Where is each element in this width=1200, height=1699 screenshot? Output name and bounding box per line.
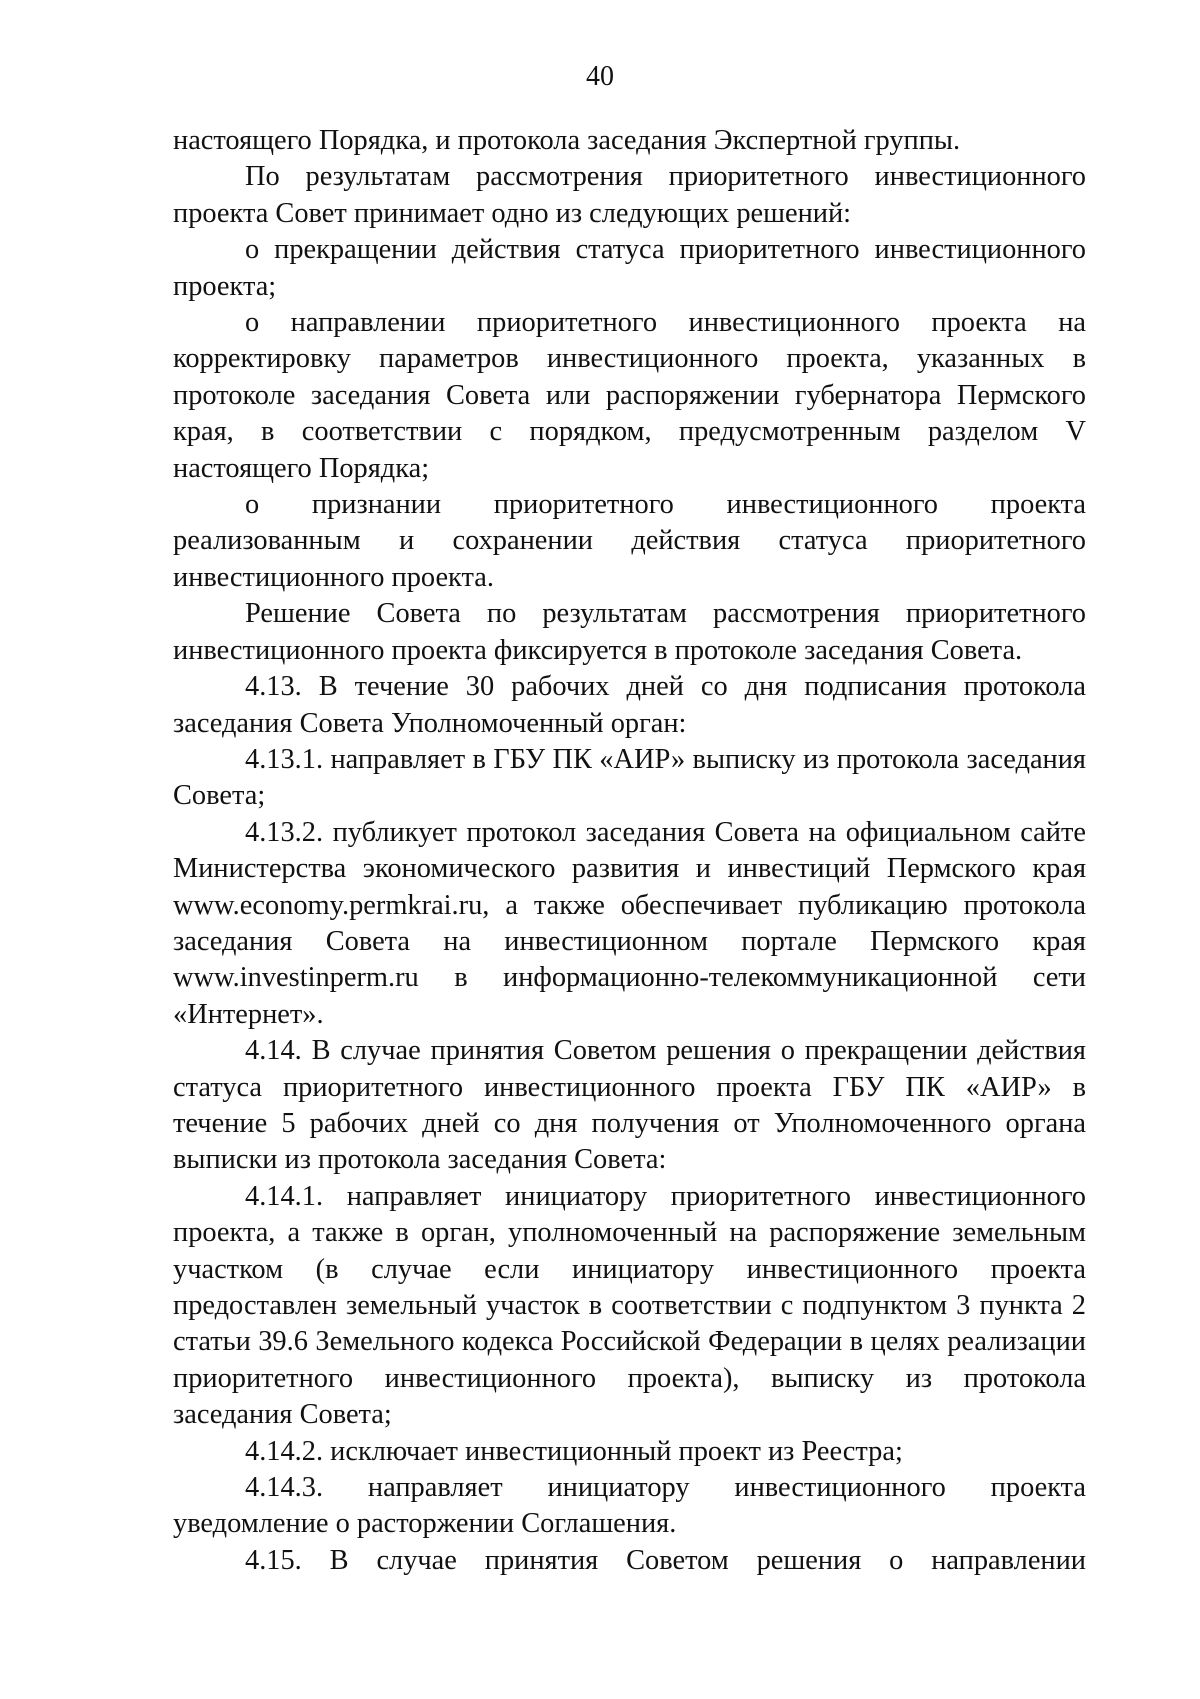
paragraph: Решение Совета по результатам рассмотрения приоритетного инвестиционного проекта фиксируется в протоколе заседания Совета.: [173, 598, 1086, 666]
paragraph: 4.14.3. направляет инициатору инвестиционного проекта уведомление о расторжении Соглашения.: [173, 1472, 1086, 1540]
paragraph: о прекращении действия статуса приоритетного инвестиционного проекта;: [173, 234, 1086, 302]
page-number: 40: [586, 61, 614, 92]
paragraph: о направлении приоритетного инвестиционного проекта на корректировку параметров инвестиционного проекта, указанных в протоколе заседания Совета или распоряжении губернатора Пермского края, в соответствии с порядком, предусмотренным разделом V настоящего Порядка;: [173, 307, 1086, 484]
paragraph: По результатам рассмотрения приоритетного инвестиционного проекта Совет принимает одно из следующих решений:: [173, 161, 1086, 229]
paragraph: 4.14.2. исключает инвестиционный проект из Реестра;: [245, 1435, 903, 1467]
document-body: [173, 123, 1086, 1579]
paragraph: настоящего Порядка, и протокола заседания Экспертной группы.: [173, 125, 961, 156]
paragraph: 4.13.2. публикует протокол заседания Совета на официальном сайте Министерства экономического развития и инвестиций Пермского края www.economy.permkrai.ru, а также обеспечивает публикацию протокола заседания Совета на инвестиционном портале Пермского края www.investinperm.ru в информационно-телекоммуникационной сети «Интернет».: [173, 816, 1086, 1030]
paragraph: 4.15. В случае принятия Советом решения о направлении: [245, 1544, 1086, 1576]
paragraph: о признании приоритетного инвестиционного проекта реализованным и сохранении действия статуса приоритетного инвестиционного проекта.: [173, 489, 1086, 593]
paragraph: 4.13.1. направляет в ГБУ ПК «АИР» выписку из протокола заседания Совета;: [173, 743, 1086, 812]
paragraph: 4.14. В случае принятия Советом решения о прекращении действия статуса приоритетного инвестиционного проекта ГБУ ПК «АИР» в течение 5 рабочих дней со дня получения от Уполномоченного органа выписки из протокола заседания Совета:: [173, 1035, 1086, 1176]
paragraph: 4.13. В течение 30 рабочих дней со дня подписания протокола заседания Совета Уполномоченный орган:: [173, 671, 1086, 739]
paragraph: 4.14.1. направляет инициатору приоритетного инвестиционного проекта, а также в орган, уполномоченный на распоряжение земельным участком (в случае если инициатору инвестиционного проекта предоставлен земельный участок в соответствии с подпунктом 3 пункта 2 статьи 39.6 Земельного кодекса Российской Федерации в целях реализации приоритетного инвестиционного проекта), выписку из протокола заседания Совета;: [173, 1180, 1086, 1431]
